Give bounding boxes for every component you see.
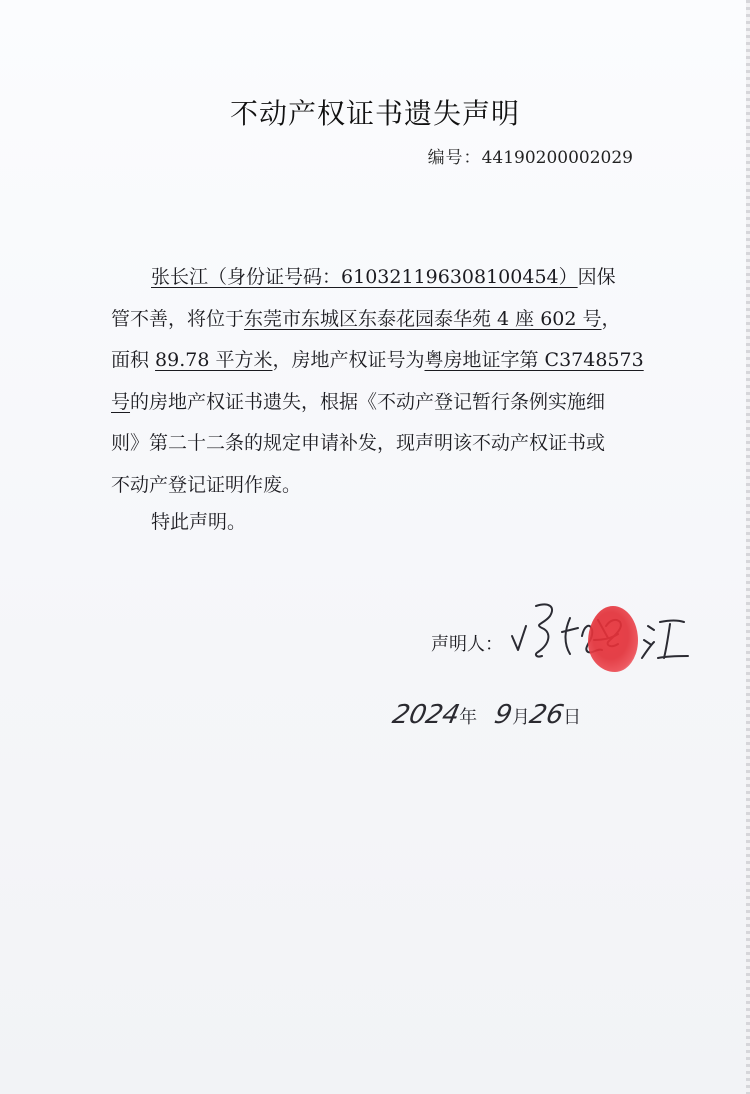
line2-lead: 管不善，将位于: [111, 307, 245, 330]
closing-statement: 特此声明。: [151, 511, 247, 533]
declarant-label: 声明人：: [431, 634, 503, 655]
certificate-number: 粤房地证字第 C3748573: [424, 349, 644, 371]
document-number-value: 44190200002029: [481, 148, 633, 168]
fingerprint-stamp: [588, 606, 638, 672]
date-month: 9: [492, 700, 516, 730]
body-line-4: [111, 382, 641, 424]
declarant-name: 张长江: [151, 266, 209, 288]
document-number-label: 编号：: [427, 148, 482, 168]
date-day-unit: 日: [563, 707, 582, 728]
line3-lead: 面积: [111, 349, 156, 371]
line4-tail: 的房地产权证书遗失，根据《不动产登记暂行条例实施细: [130, 390, 606, 413]
body-line-5: 则》第二十二条的规定申请补发，现声明该不动产权证书或: [111, 432, 606, 454]
id-number: 610321196308100454: [341, 266, 559, 288]
property-area: 89.78 平方米: [155, 349, 273, 371]
document-title: 不动产权证书遗失声明: [229, 97, 520, 130]
line2-tail: ，: [601, 307, 621, 330]
date-year: 2024: [389, 700, 463, 730]
scan-edge: [746, 0, 750, 1094]
body-line-1: [111, 257, 641, 299]
property-address: 东莞市东城区东泰花园泰华苑 4 座 602 号: [244, 307, 602, 330]
document-number: [428, 143, 633, 168]
id-suffix: ）: [558, 266, 578, 288]
handwritten-date: [389, 700, 613, 750]
id-prefix: （身份证号码：: [208, 266, 342, 288]
declaration-body: [111, 257, 644, 506]
line1-tail: 因保: [577, 266, 616, 288]
handwritten-signature: [510, 596, 690, 686]
line3-mid: ，房地产权证号为: [272, 349, 425, 371]
date-month-unit: 月: [511, 707, 530, 728]
body-line-6: 不动产登记证明作废。: [111, 473, 302, 496]
date-day: 26: [526, 700, 567, 730]
body-line-3: [111, 340, 644, 382]
body-line-2: [111, 299, 641, 341]
date-year-unit: 年: [459, 707, 478, 728]
certificate-number-end: 号: [111, 390, 131, 413]
